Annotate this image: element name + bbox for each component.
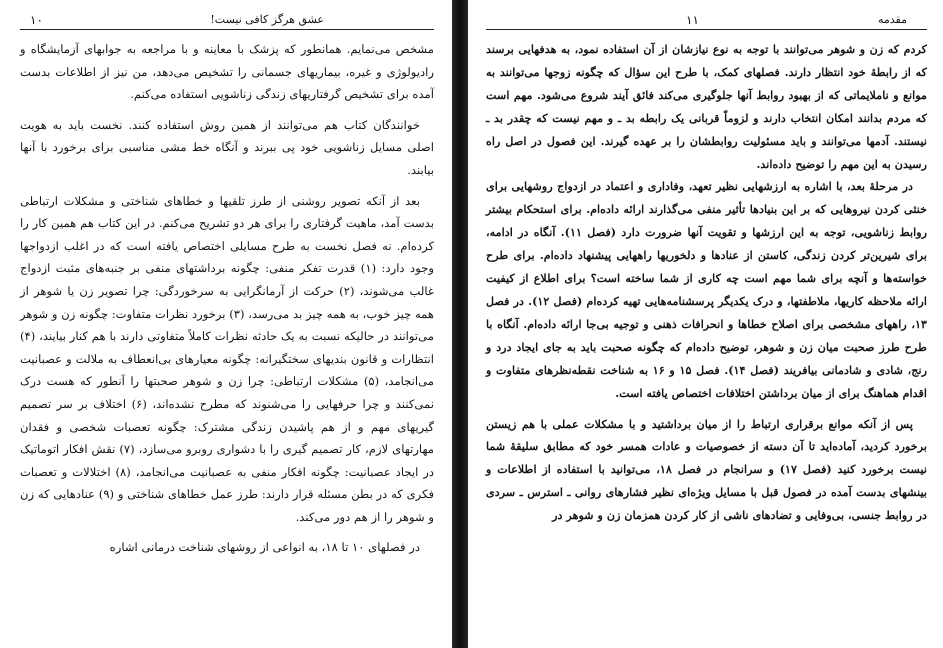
right-paragraph-2: در مرحلهٔ بعد، با اشاره به ارزشهایی نظیر تعهد، وفاداری و اعتماد در ازدواج روشهایی برای خنثی کردن نیروهایی که بر این بنیادها تأثیر منفی می‌گذارند ارائه داده‌ام. برای استحکام بیشتر روابط زناشویی، توجه به این ارزشها و تقویت آنها ضرورت دارد (فصل ۱۱). آنگاه در ادامه، برای شیرین‌تر کردن زندگی، کاستن از عنادها و دلخوریها راههایی پیشنهاد داده‌ام. برای طرح خواسته‌ها و آنچه برای شما مهم است چه کاری از شما ساخته است؟ برای اطلاع از کیفیت ارائه ملاحظه کاریها، ملاطفتها، و درک یکدیگر پرسشنامه‌هایی تهیه کرده‌ام (فصل ۱۲). در فصل ۱۳، راههای مشخصی برای اصلاح خطاها و انحرافات ذهنی و توجیه بی‌جا ارائه داده‌ام. آنگاه با طرح طرز صحبت میان زن و شوهر، توضیح داده‌ام که چگونه صحبت باید به جای ایجاد درد و رنج، شادی و شادمانی بیافریند (فصل ۱۴). فصل ۱۵ و ۱۶ به شناخت نقطه‌نظرهای متفاوت و اقدام هماهنگ برای از میان برداشتن اختلافات اختصاص یافته است. — [486, 179, 927, 400]
book-gutter — [452, 0, 468, 648]
left-running-title: عشق هرگز کافی نیست! — [210, 13, 324, 26]
left-paragraph-3: بعد از آنکه تصویر روشنی از طرز تلقیها و خطاهای شناختی و مشکلات ارتباطی بدست آمد، ماهیت گرفتاری را برای هر دو تشریح می‌کنم. در این کتاب هم همین کار را کرده‌ام. نه فصل نخست به طرح مسایلی اختصاص یافته است که در اغلب ازدواجها وجود دارد: (۱) قدرت تفکر منفی: چگونه برداشتهای منفی بر جنبه‌های مثبت ازدواج غالب می‌شوند، (۲) حرکت از آرمانگرایی به سرخوردگی: چرا تصویر زن یا شوهر از همه چیز خوب، به همه چیز بد می‌رسد، (۳) برخورد نظرات متفاوت: چگونه زن و شوهر می‌توانند در حالیکه نسبت به یک حادثه نظرات کاملاً متفاوتی دارند با هم کنار بیایند، (۴) انتظارات و قانون بندیهای سختگیرانه: چگونه معیارهای بی‌انعطاف به ملالت و عصبانیت می‌انجامد، (۵) مشکلات ارتباطی: چرا زن و شوهر صحبتها را آنطور که هست درک نمی‌کنند و چرا حرفهایی را می‌شنوند که مطرح نشده‌اند، (۶) اختلاف بر سر تصمیم گیریهای مهم و از هم پاشیدن زندگی مشترک: چگونه تعصبات شخصی و فقدان مهارتهای لازم، کار تصمیم گیری را با دشواری روبرو می‌سازد، (۷) نقش افکار اتوماتیک در ایجاد عصبانیت: چگونه افکار منفی به عصبانیت می‌انجامد، (۸) اختلالات و تعصبات فکری که در بطن مسئله قرار دارند: طرز عمل خطاهای شناختی و (۹) عنادهایی که زن و شوهر را از هم دور می‌کند. — [20, 193, 435, 524]
right-page — [468, 0, 943, 648]
right-page-number: ۱۱ — [686, 13, 699, 27]
right-paragraph-1: کردم که زن و شوهر می‌توانند با توجه به نوع نیازشان از آن استفاده نمود، به هدفهایی برسند که از رابطهٔ خود انتظار دارند. فصلهای کمک، با طرح این سؤال که چگونه زوجها می‌توانند به موانع و ناملایماتی که از بهبود روابط آنها جلوگیری می‌کند فائق آیند شروع می‌شود. مهم است که مردم بدانند امکان انتخاب دارند و لزوماً قربانی یک رابطه بد ـ و مهم نیست که چقدر بد ـ نیستند. آدمها می‌توانند و باید مسئولیت روابطشان را بر عهده گیرند. این فصول در اصل راه رسیدن به این مهم را توضیح داده‌اند. — [486, 42, 927, 171]
left-running-head — [20, 0, 434, 30]
right-paragraph-3: پس از آنکه موانع برقراری ارتباط را از میان برداشتید و با مشکلات عملی با هم زیستن برخورد کردید، آماده‌اید تا آن دسته از خصوصیات و عادات همسر خود که مطابق سلیقهٔ شما نیست برخورد کنید (فصل ۱۷) و سرانجام در فصل ۱۸، می‌توانید با استفاده از اطلاعات و بینشهای بدست آمده در فصول قبل با مسایل ویژه‌ای نظیر فشارهای روانی ـ استرس ـ سردی در روابط جنسی، بی‌وفایی و تضادهای ناشی از کار کردن همزمان زن و شوهر در — [486, 416, 928, 523]
left-paragraph-1: مشخص می‌نمایم. همانطور که پزشک با معاینه و با مراجعه به جوابهای آزمایشگاه و رادیولوژی و غیره، بیماریهای جسمانی را تشخیص می‌دهد، من نیز از اطلاعات بدست آمده برای تشخیص گرفتاریهای زندگی زناشویی استفاده می‌کنم. — [20, 42, 434, 102]
right-running-head — [486, 0, 927, 30]
left-page — [0, 0, 452, 648]
right-running-title: مقدمه — [877, 13, 907, 26]
left-paragraph-4: در فصلهای ۱۰ تا ۱۸، به انواعی از روشهای شناخت درمانی اشاره — [109, 540, 420, 555]
left-page-number: ۱۰ — [30, 13, 43, 27]
left-paragraph-2: خوانندگان کتاب هم می‌توانند از همین روش استفاده کنند. نخست باید به هویت اصلی مسایل زناشویی خود پی ببرند و آنگاه خط مشی مناسبی برای برخورد با آنها بیابند. — [20, 117, 434, 177]
